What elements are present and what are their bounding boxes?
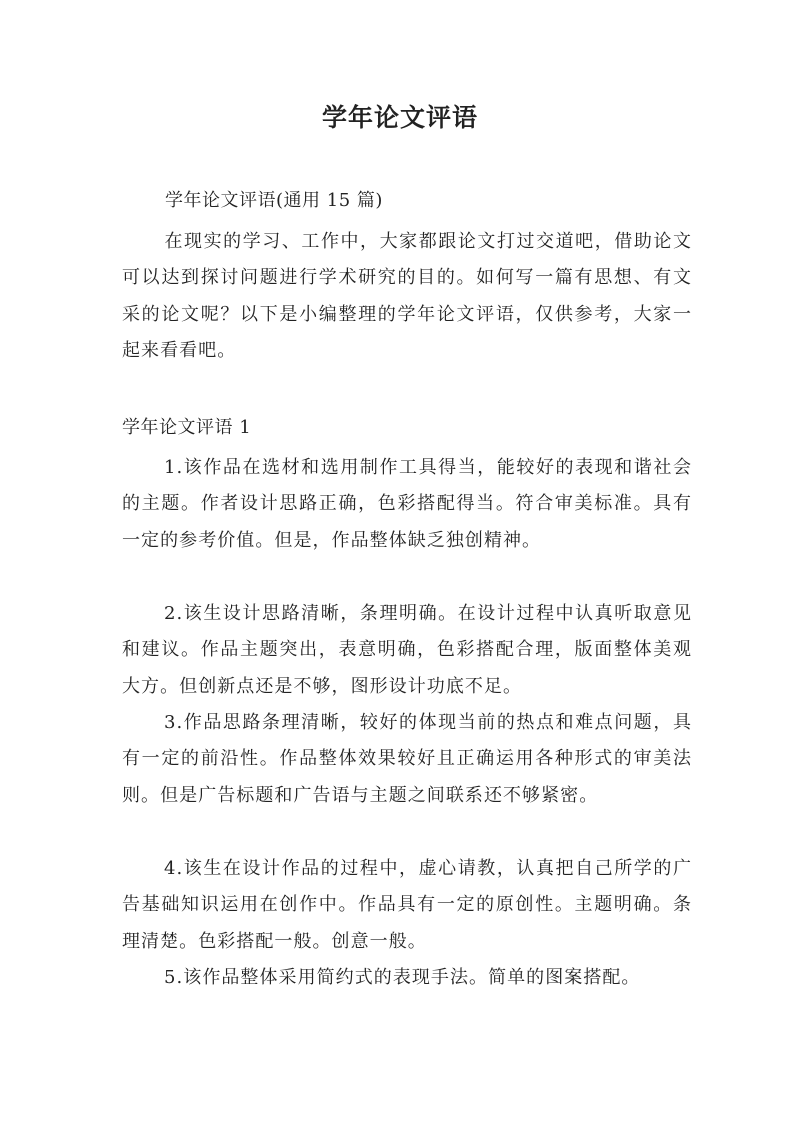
- comment-item-1: [122, 450, 692, 559]
- comment-item-5: [122, 960, 692, 996]
- comment-item-2: [122, 596, 692, 705]
- intro-paragraph: [122, 224, 692, 370]
- comment-text: 2.该生设计思路清晰，条理明确。在设计过程中认真听取意见和建议。作品主题突出，表意明确，色彩搭配合理，版面整体美观大方。但创新点还是不够，图形设计功底不足。: [122, 603, 692, 697]
- comment-item-4: [122, 851, 692, 960]
- comment-text: 1.该作品在选材和选用制作工具得当，能较好的表现和谐社会的主题。作者设计思路正确，色彩搭配得当。符合审美标准。具有一定的参考价值。但是，作品整体缺乏独创精神。: [122, 457, 692, 551]
- comment-text: 3.作品思路条理清晰，较好的体现当前的热点和难点问题，具有一定的前沿性。作品整体效果较好且正确运用各种形式的审美法则。但是广告标题和广告语与主题之间联系还不够紧密。: [122, 712, 692, 806]
- document-subtitle: 学年论文评语(通用 15 篇): [165, 190, 383, 211]
- intro-text: 在现实的学习、工作中，大家都跟论文打过交道吧，借助论文可以达到探讨问题进行学术研究的目的。如何写一篇有思想、有文采的论文呢？以下是小编整理的学年论文评语，仅供参考，大家一起来看看吧。: [122, 231, 692, 362]
- comment-text: 5.该作品整体采用简约式的表现手法。简单的图案搭配。: [164, 967, 641, 988]
- comment-text: 4.该生在设计作品的过程中，虚心请教，认真把自己所学的广告基础知识运用在创作中。作品具有一定的原创性。主题明确。条理清楚。色彩搭配一般。创意一般。: [122, 858, 692, 952]
- document-title: 学年论文评语: [321, 103, 478, 132]
- comment-item-3: [122, 705, 692, 814]
- section-heading: 学年论文评语 1: [122, 417, 252, 438]
